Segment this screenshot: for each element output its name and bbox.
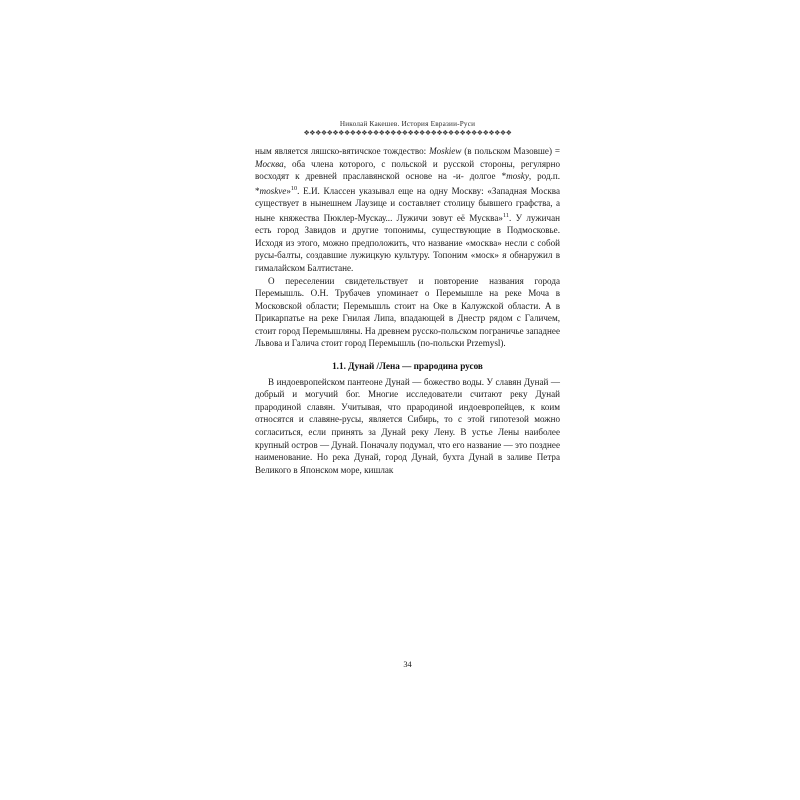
text-run: »: [286, 185, 291, 196]
paragraph-3: [255, 376, 560, 476]
text-run: , род.п. *: [255, 171, 561, 196]
text-run: . У лужичан есть город Завидов и другие топонимы, существующие в Подмосковье. Исходя из этого, можно предположить, что название «москва» несли с собой русы-балты, создавшие лужицкую культуру. Топоним «моск» я обнаружил в гималайском Балтистане.: [255, 212, 560, 273]
text-run: (в польском Мазовше) =: [461, 146, 561, 156]
book-page-content: [255, 120, 560, 476]
italic-run: Москва: [255, 158, 284, 169]
page-number: 34: [403, 660, 412, 669]
running-head: Николай Какешев. История Евразии-Руси: [339, 120, 476, 128]
body-text-block-after: [255, 376, 560, 476]
italic-run: Moskiew: [429, 146, 462, 156]
footnote-marker: 10: [290, 184, 298, 192]
text-run: . Е.И. Классен указывал еще на одну Москву: «Западная Москва существует в нынешнем Лаузице и составляет столицу бывшего графства, а ныне княжества Пюклер-Мускау... Лужичи зовут её Мусква»: [255, 185, 560, 223]
ornament-divider: ❖❖❖❖❖❖❖❖❖❖❖❖❖❖❖❖❖❖❖❖❖❖❖❖❖❖❖❖❖❖❖❖❖❖❖❖: [303, 130, 512, 136]
footnote-marker: 11: [502, 211, 510, 219]
text-run: В индоевропейском пантеоне Дунай — божество воды. У славян Дунай — добрый и могучий бог. Многие исследователи считают реку Дунай прародиной славян. Учитывая, что прародиной индоевропейцев, к коим относятся и славяне-русы, является Сибирь, то с этой гипотезой можно согласиться, если принять за Дунай реку Лену. В устье Лены наиболее крупный остров — Дунай. Поначалу подумал, что его название — это позднее наименование. Но река Дунай, город Дунай, бухта Дунай в заливе Петра Великого в Японском море, кишлак: [255, 376, 560, 475]
italic-run: mosky: [506, 171, 529, 182]
italic-run: moskve: [259, 185, 287, 196]
paragraph-1: [255, 145, 560, 275]
section-heading: 1.1. Дунай /Лена — прародина русов: [332, 360, 483, 371]
text-run: , оба члена которого, с польской и русской стороны, регулярно восходят к древней праславянской основе на -и- долгое *: [255, 158, 560, 182]
text-run: ным является ляшско-вятичское тождество:: [255, 146, 430, 156]
paragraph-2: [255, 275, 560, 350]
text-run: О переселении свидетельствует и повторение названия города Перемышль. О.Н. Трубачев упоминает о Перемышле на реке Моча в Московской области; Перемышль стоит на Оке в Калужской области. А в Прикарпатье на реке Гнилая Липа, впадающей в Днестр рядом с Галичем, стоит город Перемышляны. На древнем русско-польском пограничье западнее Львова и Галича стоит город Перемышль (по-польски Przemysl).: [255, 275, 560, 349]
body-text-block: [255, 145, 560, 350]
